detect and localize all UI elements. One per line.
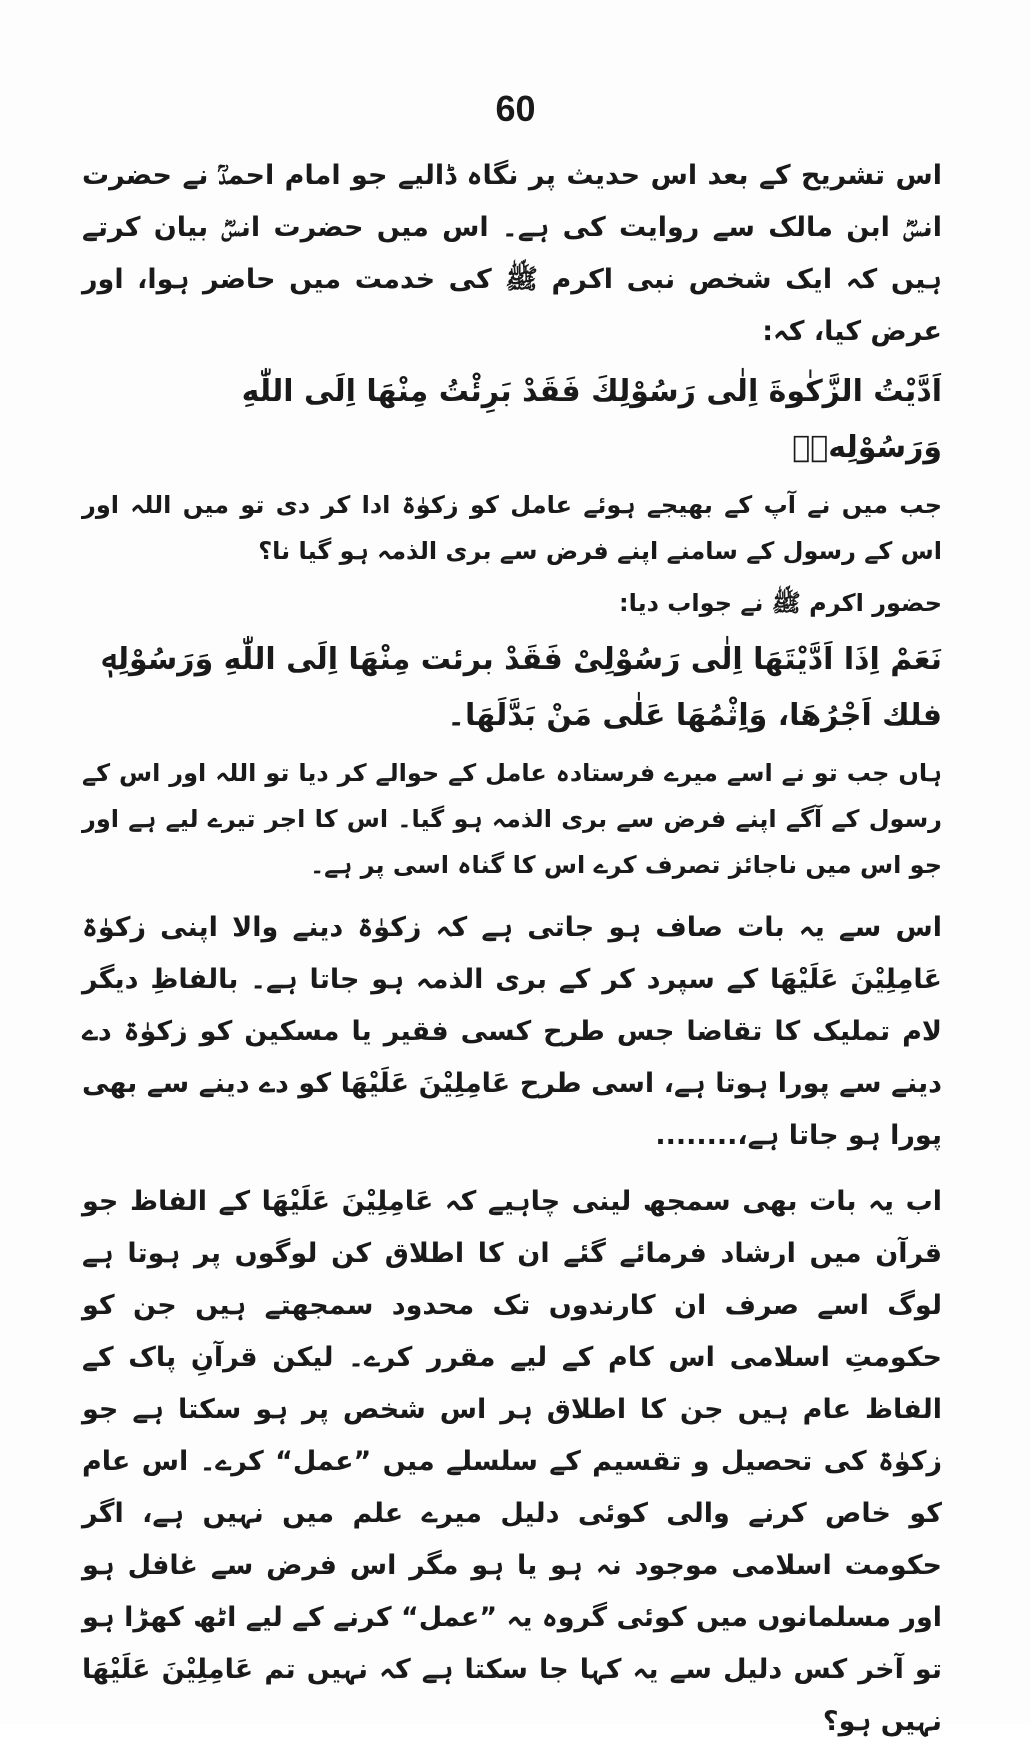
- conclusion-paragraph: اس سے یہ بات صاف ہو جاتی ہے کہ زکوٰۃ دینے والا اپنی زکوٰۃ عَامِلِیْنَ عَلَیْھَا کے سپرد کر کے بری الذمہ ہو جاتا ہے۔ بالفاظِ دیگر لام تملیک کا تقاضا جس طرح کسی فقیر یا مسکین کو زکوٰۃ دے دینے سے پورا ہوتا ہے، اسی طرح عَامِلِیْنَ عَلَیْھَا کو دے دینے سے بھی پورا ہو جاتا ہے،........: [82, 912, 942, 1151]
- amilin-discussion-paragraph: اب یہ بات بھی سمجھ لینی چاہیے کہ عَامِلِیْنَ عَلَیْھَا کے الفاظ جو قرآن میں ارشاد فرمائے گئے ان کا اطلاق کن لوگوں پر ہوتا ہے لوگ اسے صرف ان کارندوں تک محدود سمجھتے ہیں جن کو حکومتِ اسلامی اس کام کے لیے مقرر کرے۔ لیکن قرآنِ پاک کے الفاظ عام ہیں جن کا اطلاق ہر اس شخص پر ہو سکتا ہے جو زکوٰۃ کی تحصیل و تقسیم کے سلسلے میں ”عمل“ کرے۔ اس عام کو خاص کرنے والی کوئی دلیل میرے علم میں نہیں ہے، اگر حکومت اسلامی موجود نہ ہو یا ہو مگر اس فرض سے غافل ہو اور مسلمانوں میں کوئی گروہ یہ ”عمل“ کرنے کے لیے اٹھ کھڑا ہو تو آخر کس دلیل سے یہ کہا جا سکتا ہے کہ نہیں تم عَامِلِیْنَ عَلَیْھَا نہیں ہو؟: [82, 1186, 942, 1737]
- page-body: [82, 150, 942, 1748]
- hadith-answer-arabic: نَعَمْ اِذَا اَدَّيْتَهَا اِلٰى رَسُوْلِىْ فَقَدْ برئت مِنْهَا اِلَى اللّٰهِ وَرَسُوْلِهٖ فلك اَجْرُهَا، وَاِثْمُهَا عَلٰى مَنْ بَدَّلَهَا۔: [100, 642, 942, 733]
- prophet-reply-intro: حضور اکرم ﷺ نے جواب دیا:: [619, 589, 942, 617]
- page-number: 60: [495, 88, 536, 129]
- hadith-answer-translation: ہاں جب تو نے اسے میرے فرستادہ عامل کے حوالے کر دیا تو اللہ اور اس کے رسول کے آگے اپنے فرض سے بری الذمہ ہو گیا۔ اس کا اجر تیرے لیے ہے اور جو اس میں ناجائز تصرف کرے اس کا گناہ اسی پر ہے۔: [82, 759, 942, 879]
- intro-paragraph: اس تشریح کے بعد اس حدیث پر نگاہ ڈالیے جو امام احمدؒ نے حضرت انسؓ ابن مالک سے روایت کی ہے۔ اس میں حضرت انسؓ بیان کرتے ہیں کہ ایک شخص نبی اکرم ﷺ کی خدمت میں حاضر ہوا، اور عرض کیا، کہ:: [82, 160, 942, 347]
- hadith-question-arabic: اَدَّيْتُ الزَّكٰوةَ اِلٰى رَسُوْلِكَ فَقَدْ بَرِئْتُ مِنْهَا اِلَى اللّٰهِ وَرَسُوْلِهٖ۔: [241, 374, 942, 465]
- hadith-question-translation: جب میں نے آپ کے بھیجے ہوئے عامل کو زکوٰۃ ادا کر دی تو میں اللہ اور اس کے رسول کے سامنے اپنے فرض سے بری الذمہ ہو گیا نا؟: [82, 491, 942, 565]
